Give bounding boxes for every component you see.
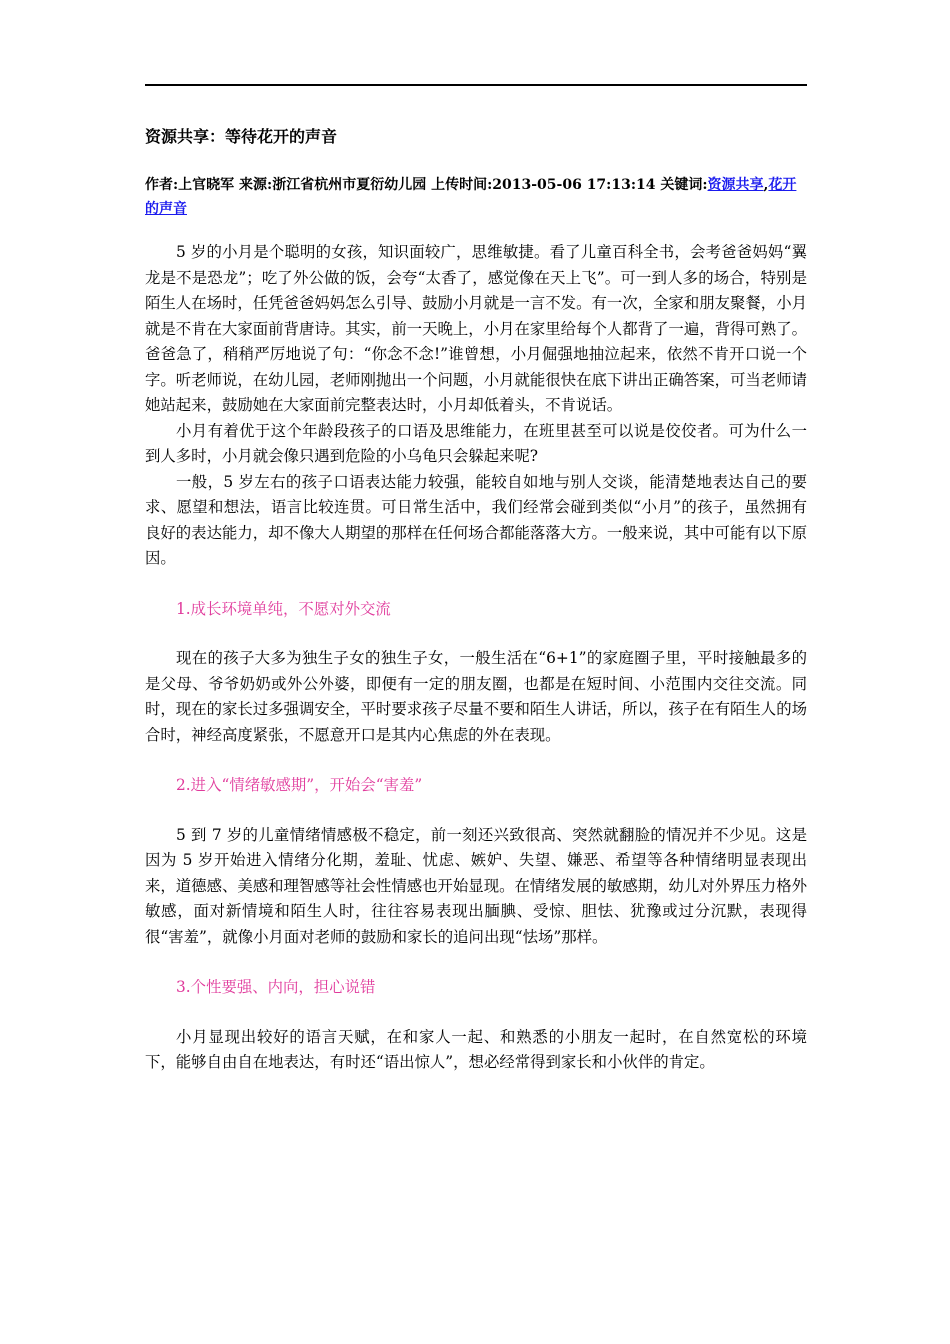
top-divider bbox=[145, 84, 807, 86]
article-meta bbox=[145, 173, 807, 221]
section-heading-2: 2.进入“情绪敏感期”，开始会“害羞” bbox=[176, 776, 423, 794]
upload-time: 2013-05-06 17:13:14 bbox=[492, 177, 656, 193]
source-name: 浙江省杭州市夏衍幼儿园 bbox=[272, 177, 427, 193]
section-heading-3: 3.个性要强、内向，担心说错 bbox=[176, 978, 376, 996]
intro-paragraph-2: 小月有着优于这个年龄段孩子的口语及思维能力，在班里甚至可以说是佼佼者。可为什么一到人多时，小月就会像只遇到危险的小乌龟只会躲起来呢? bbox=[145, 421, 807, 465]
section-heading-1: 1.成长环境单纯，不愿对外交流 bbox=[176, 599, 391, 618]
keyword-separator: , bbox=[763, 177, 769, 193]
source-label: 来源: bbox=[239, 177, 273, 193]
upload-label: 上传时间: bbox=[431, 177, 493, 193]
author-name: 上官晓军 bbox=[178, 177, 235, 193]
intro-paragraph-1: 5 岁的小月是个聪明的女孩，知识面较广，思维敏捷。看了儿童百科全书，会考爸爸妈妈“翼龙是不是恐龙”；吃了外公做的饭，会夸“太香了，感觉像在天上飞”。可一到人多的场合，特别是陌生人在场时，任凭爸爸妈妈怎么引导、鼓励小月就是一言不发。有一次，全家和朋友聚餐，小月就是不肯在大家面前背唐诗。其实，前一天晚上，小月在家里给每个人都背了一遍，背得可熟了。爸爸急了，稍稍严厉地说了句：“你念不念!”谁曾想，小月倔强地抽泣起来，依然不肯开口说一个字。听老师说，在幼儿园，老师刚抛出一个问题，小月就能很快在底下讲出正确答案，可当老师请她站起来，鼓励她在大家面前完整表达时，小月却低着头，不肯说话。 bbox=[145, 243, 807, 414]
keywords-label: 关键词: bbox=[660, 177, 708, 193]
section-paragraph-1: 现在的孩子大多为独生子女的独生子女，一般生活在“6+1”的家庭圈子里，平时接触最多的是父母、爷爷奶奶或外公外婆，即便有一定的朋友圈，也都是在短时间、小范围内交往交流。同时，现在的家长过多强调安全，平时要求孩子尽量不要和陌生人讲话，所以，孩子在有陌生人的场合时，神经高度紧张，不愿意开口是其内心焦虑的外在表现。 bbox=[145, 649, 807, 744]
author-label: 作者: bbox=[145, 177, 179, 193]
article-body bbox=[145, 240, 807, 1076]
section-paragraph-3: 小月显现出较好的语言天赋，在和家人一起、和熟悉的小朋友一起时，在自然宽松的环境下，能够自由自在地表达，有时还“语出惊人”，想必经常得到家长和小伙伴的肯定。 bbox=[145, 1027, 807, 1071]
article-title: 资源共享：等待花开的声音 bbox=[145, 127, 338, 146]
keyword-link-resource-sharing[interactable]: 资源共享 bbox=[707, 177, 764, 193]
section-paragraph-2: 5 到 7 岁的儿童情绪情感极不稳定，前一刻还兴致很高、突然就翻脸的情况并不少见。这是因为 5 岁开始进入情绪分化期，羞耻、忧虑、嫉妒、失望、嫌恶、希望等各种情绪明显表现出来，道德感、美感和理智感等社会性情感也开始显现。在情绪发展的敏感期，幼儿对外界压力格外敏感，面对新情境和陌生人时，往往容易表现出腼腆、受惊、胆怯、犹豫或过分沉默，表现得很“害羞”，就像小月面对老师的鼓励和家长的追问出现“怯场”那样。 bbox=[145, 825, 807, 946]
keyword-link-flower-sound[interactable]: 花开的声音 bbox=[145, 177, 797, 217]
intro-paragraph-3: 一般，5 岁左右的孩子口语表达能力较强，能较自如地与别人交谈，能清楚地表达自己的要求、愿望和想法，语言比较连贯。可日常生活中，我们经常会碰到类似“小月”的孩子，虽然拥有良好的表达能力，却不像大人期望的那样在任何场合都能落落大方。一般来说，其中可能有以下原因。 bbox=[145, 472, 807, 567]
